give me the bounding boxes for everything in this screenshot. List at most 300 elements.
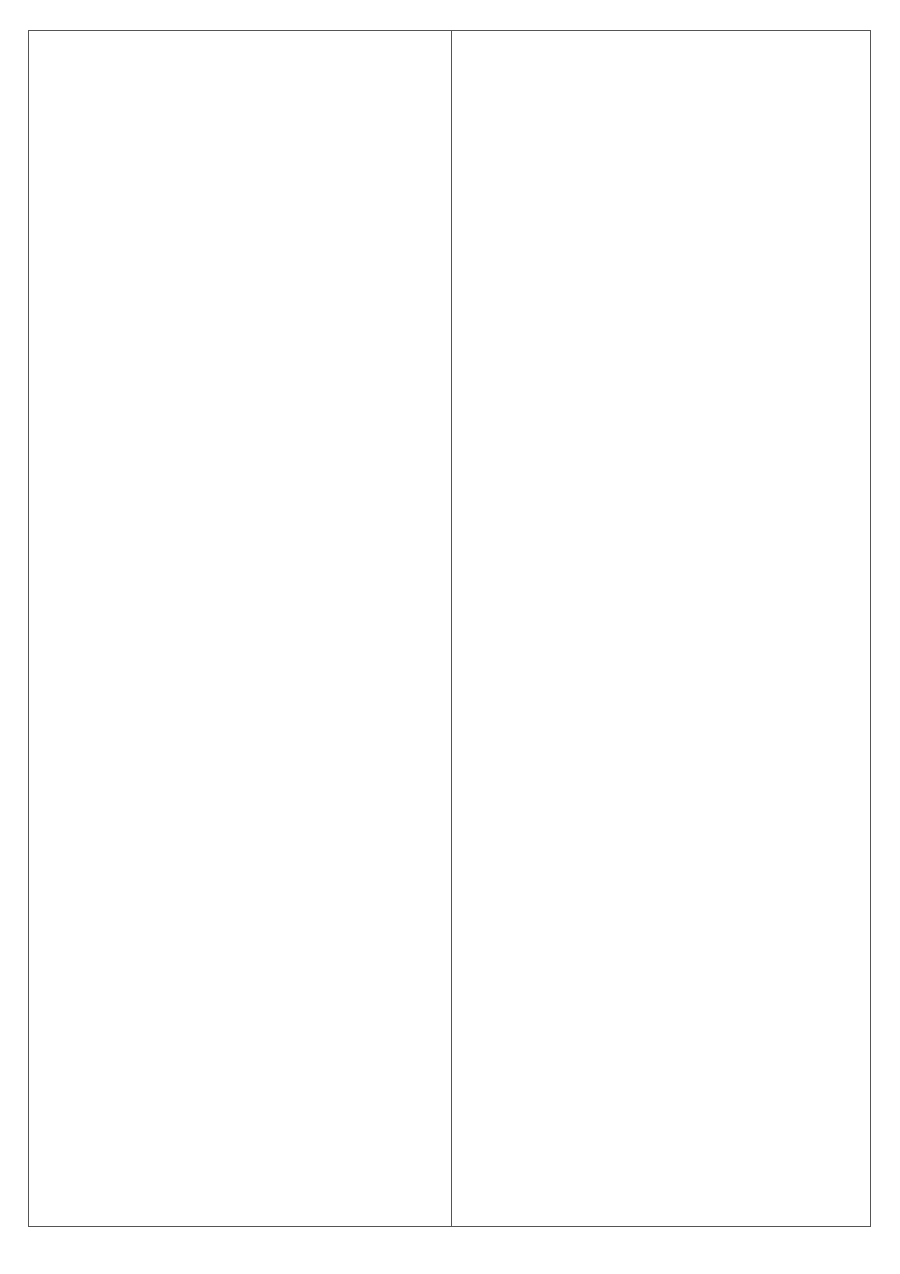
composer-name — [102, 941, 220, 955]
composer-name — [528, 86, 646, 100]
catalog-number — [461, 141, 528, 155]
work-title — [220, 446, 451, 460]
catalog-number — [461, 556, 528, 570]
catalog-row — [35, 515, 451, 529]
catalog-row — [461, 515, 870, 529]
composer-name — [102, 501, 220, 515]
catalog-row — [35, 280, 451, 294]
composer-name — [528, 842, 646, 856]
catalog-number — [461, 280, 528, 294]
catalog-number — [461, 994, 528, 1008]
work-title — [646, 515, 870, 529]
catalog-row — [461, 1215, 870, 1229]
catalog-row — [35, 983, 451, 997]
work-title — [646, 911, 870, 925]
work-title — [646, 86, 870, 100]
catalog-row — [461, 72, 870, 86]
composer-name — [528, 376, 646, 390]
composer-name — [102, 1121, 220, 1135]
work-title — [646, 487, 870, 501]
catalog-row — [461, 772, 870, 786]
composer-name — [528, 473, 646, 487]
composer-name — [528, 759, 646, 773]
work-title — [220, 689, 451, 703]
composer-name — [528, 501, 646, 515]
catalog-row — [461, 648, 870, 662]
catalog-number — [461, 966, 528, 980]
catalog-number — [35, 1177, 102, 1191]
catalog-number — [35, 1010, 102, 1024]
work-title — [220, 72, 451, 86]
section-title — [35, 856, 451, 870]
catalog-row — [461, 335, 870, 349]
composer-name — [528, 1160, 646, 1174]
work-title — [220, 997, 451, 1011]
catalog-row — [461, 1091, 870, 1105]
catalog-row — [461, 432, 870, 446]
work-title — [220, 800, 451, 814]
composer-name — [102, 759, 220, 773]
work-title — [646, 883, 870, 897]
left-column — [29, 31, 451, 1226]
catalog-row — [461, 994, 870, 1008]
composer-name — [102, 1204, 220, 1218]
catalog-row — [461, 1063, 870, 1077]
work-title — [646, 363, 870, 377]
catalog-number — [461, 210, 528, 224]
work-title — [646, 72, 870, 86]
catalog-row — [35, 529, 451, 543]
composer-name — [102, 1010, 220, 1024]
work-title — [646, 280, 870, 294]
composer-name — [102, 515, 220, 529]
work-title — [220, 1121, 451, 1135]
catalog-number — [35, 376, 102, 390]
composer-name — [528, 662, 646, 676]
section-spacer — [35, 891, 451, 905]
work-title — [220, 293, 451, 307]
work-title — [646, 169, 870, 183]
catalog-number — [35, 786, 102, 800]
composer-name — [528, 252, 646, 266]
catalog-row — [35, 703, 451, 717]
catalog-number — [35, 390, 102, 404]
catalog-number — [35, 1135, 102, 1149]
catalog-number — [461, 321, 528, 335]
work-title — [220, 556, 451, 570]
catalog-number — [461, 459, 528, 473]
composer-name — [102, 772, 220, 786]
catalog-row — [461, 1118, 870, 1132]
catalog-row — [461, 252, 870, 266]
work-title — [220, 543, 451, 557]
composer-name — [528, 1022, 646, 1036]
catalog-row — [461, 1105, 870, 1119]
catalog-number — [461, 446, 528, 460]
catalog-number — [461, 828, 528, 842]
catalog-row — [461, 293, 870, 307]
composer-name — [528, 952, 646, 966]
catalog-row — [35, 404, 451, 418]
composer-name — [528, 183, 646, 197]
work-title — [646, 1091, 870, 1105]
work-title — [646, 966, 870, 980]
composer-name — [528, 307, 646, 321]
composer-name — [528, 127, 646, 141]
composer-name — [102, 487, 220, 501]
catalog-row — [461, 1077, 870, 1091]
catalog-number — [461, 1077, 528, 1091]
catalog-number — [461, 418, 528, 432]
composer-name — [528, 731, 646, 745]
catalog-row — [461, 703, 870, 717]
catalog-number — [461, 855, 528, 869]
composer-name — [528, 584, 646, 598]
catalog-number — [35, 169, 102, 183]
composer-name — [102, 1066, 220, 1080]
catalog-number — [35, 612, 102, 626]
section-spacer — [35, 653, 451, 667]
work-title — [220, 113, 451, 127]
work-title — [646, 141, 870, 155]
composer-name — [102, 1218, 220, 1232]
catalog-row — [35, 321, 451, 335]
catalog-row — [461, 1049, 870, 1063]
catalog-number — [35, 307, 102, 321]
catalog-row — [35, 639, 451, 653]
catalog-row — [35, 238, 451, 252]
catalog-number — [461, 717, 528, 731]
composer-name — [528, 570, 646, 584]
work-title — [220, 1094, 451, 1108]
catalog-row — [35, 169, 451, 183]
catalog-number — [35, 745, 102, 759]
composer-name — [102, 1024, 220, 1038]
catalog-row — [461, 183, 870, 197]
catalog-row — [461, 349, 870, 363]
catalog-number — [35, 1204, 102, 1218]
work-title — [646, 980, 870, 994]
catalog-number — [35, 487, 102, 501]
section-spacer — [35, 842, 451, 856]
composer-name — [528, 196, 646, 210]
work-title — [646, 703, 870, 717]
composer-name — [528, 897, 646, 911]
catalog-number — [35, 772, 102, 786]
catalog-number — [461, 883, 528, 897]
work-title — [646, 307, 870, 321]
catalog-number — [35, 432, 102, 446]
catalog-row — [35, 1163, 451, 1177]
work-title — [220, 828, 451, 842]
work-title — [220, 404, 451, 418]
work-title — [220, 759, 451, 773]
work-title — [646, 183, 870, 197]
catalog-number — [35, 983, 102, 997]
composer-name — [528, 925, 646, 939]
catalog-row — [461, 1008, 870, 1022]
catalog-row — [461, 980, 870, 994]
catalog-row — [35, 196, 451, 210]
work-title — [646, 266, 870, 280]
composer-name — [528, 1215, 646, 1229]
composer-name — [102, 86, 220, 100]
work-title — [646, 556, 870, 570]
composer-name — [528, 155, 646, 169]
catalog-number — [35, 266, 102, 280]
catalog-row — [461, 556, 870, 570]
composer-name — [528, 800, 646, 814]
catalog-row — [35, 293, 451, 307]
catalog-row — [35, 786, 451, 800]
composer-name — [528, 689, 646, 703]
catalog-number — [461, 238, 528, 252]
composer-name — [528, 634, 646, 648]
composer-name — [528, 1008, 646, 1022]
catalog-row — [35, 113, 451, 127]
composer-name — [528, 1188, 646, 1202]
work-title — [220, 141, 451, 155]
catalog-row — [35, 878, 451, 892]
work-title — [220, 927, 451, 941]
catalog-number — [35, 759, 102, 773]
work-title — [220, 1163, 451, 1177]
composer-name — [102, 127, 220, 141]
catalog-row — [35, 363, 451, 377]
catalog-number — [461, 570, 528, 584]
catalog-number — [35, 100, 102, 114]
composer-name — [102, 224, 220, 238]
catalog-number — [461, 897, 528, 911]
composer-name — [102, 363, 220, 377]
work-title — [220, 501, 451, 515]
catalog-number — [35, 127, 102, 141]
work-title — [646, 252, 870, 266]
composer-name — [102, 1107, 220, 1121]
work-title — [646, 210, 870, 224]
composer-name — [102, 252, 220, 266]
composer-name — [528, 814, 646, 828]
catalog-row — [35, 955, 451, 969]
composer-name — [102, 293, 220, 307]
catalog-number — [461, 1174, 528, 1188]
catalog-number — [35, 1107, 102, 1121]
composer-name — [102, 745, 220, 759]
composer-name — [528, 556, 646, 570]
catalog-number — [461, 224, 528, 238]
catalog-number — [35, 1190, 102, 1204]
composer-name — [102, 626, 220, 640]
section-title — [35, 905, 451, 919]
work-title — [220, 349, 451, 363]
catalog-row — [35, 969, 451, 983]
catalog-number — [461, 1146, 528, 1160]
composer-name — [102, 432, 220, 446]
composer-name — [528, 1091, 646, 1105]
catalog-row — [35, 1190, 451, 1204]
work-title — [220, 1218, 451, 1232]
catalog-number — [35, 224, 102, 238]
composer-name — [102, 969, 220, 983]
catalog-number — [461, 1105, 528, 1119]
work-title — [220, 612, 451, 626]
composer-name — [528, 1105, 646, 1119]
work-title — [646, 938, 870, 952]
work-title — [646, 814, 870, 828]
composer-name — [528, 58, 646, 72]
work-title — [646, 842, 870, 856]
catalog-number — [35, 543, 102, 557]
catalog-number — [35, 828, 102, 842]
work-title — [220, 363, 451, 377]
composer-name — [102, 155, 220, 169]
work-title — [220, 598, 451, 612]
composer-name — [102, 1038, 220, 1052]
catalog-row — [35, 100, 451, 114]
catalog-row — [35, 487, 451, 501]
composer-name — [528, 113, 646, 127]
catalog-number — [461, 543, 528, 557]
catalog-row — [461, 828, 870, 842]
title-spacer — [35, 919, 451, 927]
catalog-row — [461, 800, 870, 814]
work-title — [220, 941, 451, 955]
work-title — [220, 529, 451, 543]
catalog-row — [35, 446, 451, 460]
composer-name — [528, 980, 646, 994]
composer-name — [102, 418, 220, 432]
composer-name — [528, 459, 646, 473]
work-title — [220, 878, 451, 892]
catalog-row — [461, 113, 870, 127]
catalog-row — [35, 598, 451, 612]
catalog-row — [461, 238, 870, 252]
work-title — [220, 639, 451, 653]
catalog-row — [461, 141, 870, 155]
catalog-row — [35, 1149, 451, 1163]
catalog-number — [461, 1091, 528, 1105]
catalog-row — [461, 883, 870, 897]
work-title — [646, 459, 870, 473]
work-title — [646, 786, 870, 800]
catalog-number — [461, 662, 528, 676]
work-title — [646, 745, 870, 759]
work-title — [220, 321, 451, 335]
section-spacer — [461, 598, 870, 612]
catalog-row — [461, 634, 870, 648]
composer-name — [528, 238, 646, 252]
work-title — [646, 224, 870, 238]
catalog-number — [461, 842, 528, 856]
catalog-number — [35, 689, 102, 703]
work-title — [646, 1146, 870, 1160]
composer-name — [102, 570, 220, 584]
composer-name — [102, 446, 220, 460]
work-title — [646, 1118, 870, 1132]
catalog-number — [461, 390, 528, 404]
work-title — [646, 717, 870, 731]
section-title — [461, 36, 870, 50]
catalog-number — [35, 1163, 102, 1177]
work-title — [646, 1132, 870, 1146]
catalog-number — [35, 1218, 102, 1232]
work-title — [220, 473, 451, 487]
catalog-row — [461, 307, 870, 321]
work-title — [220, 745, 451, 759]
catalog-row — [461, 675, 870, 689]
catalog-row — [35, 501, 451, 515]
catalog-row — [35, 626, 451, 640]
catalog-row — [35, 1204, 451, 1218]
catalog-number — [461, 155, 528, 169]
work-title — [220, 1232, 451, 1246]
catalog-number — [461, 584, 528, 598]
catalog-number — [35, 927, 102, 941]
composer-name — [528, 1049, 646, 1063]
title-spacer — [35, 681, 451, 689]
catalog-row — [461, 58, 870, 72]
catalog-number — [35, 141, 102, 155]
catalog-number — [35, 446, 102, 460]
catalog-row — [461, 584, 870, 598]
section-title — [35, 36, 451, 50]
work-title — [220, 432, 451, 446]
composer-name — [102, 1080, 220, 1094]
work-title — [646, 404, 870, 418]
composer-name — [528, 772, 646, 786]
catalog-number — [461, 911, 528, 925]
work-title — [220, 100, 451, 114]
work-title — [220, 1107, 451, 1121]
composer-name — [102, 703, 220, 717]
catalog-row — [461, 196, 870, 210]
composer-name — [528, 745, 646, 759]
catalog-row — [35, 349, 451, 363]
composer-name — [102, 717, 220, 731]
catalog-row — [461, 86, 870, 100]
work-title — [646, 446, 870, 460]
catalog-row — [461, 745, 870, 759]
catalog-row — [461, 759, 870, 773]
catalog-row — [461, 418, 870, 432]
catalog-row — [461, 210, 870, 224]
catalog-row — [35, 1232, 451, 1246]
catalog-row — [35, 459, 451, 473]
composer-name — [102, 1149, 220, 1163]
catalog-number — [35, 293, 102, 307]
work-title — [220, 252, 451, 266]
catalog-row — [461, 897, 870, 911]
catalog-number — [461, 473, 528, 487]
catalog-row — [35, 1218, 451, 1232]
catalog-number — [35, 717, 102, 731]
work-title — [220, 335, 451, 349]
catalog-number — [461, 980, 528, 994]
catalog-number — [461, 952, 528, 966]
catalog-number — [461, 529, 528, 543]
work-title — [220, 280, 451, 294]
catalog-row — [461, 266, 870, 280]
catalog-number — [35, 238, 102, 252]
composer-name — [102, 72, 220, 86]
catalog-number — [35, 418, 102, 432]
catalog-row — [35, 1052, 451, 1066]
composer-name — [102, 814, 220, 828]
composer-name — [528, 529, 646, 543]
work-title — [646, 58, 870, 72]
work-title — [646, 418, 870, 432]
work-title — [646, 648, 870, 662]
